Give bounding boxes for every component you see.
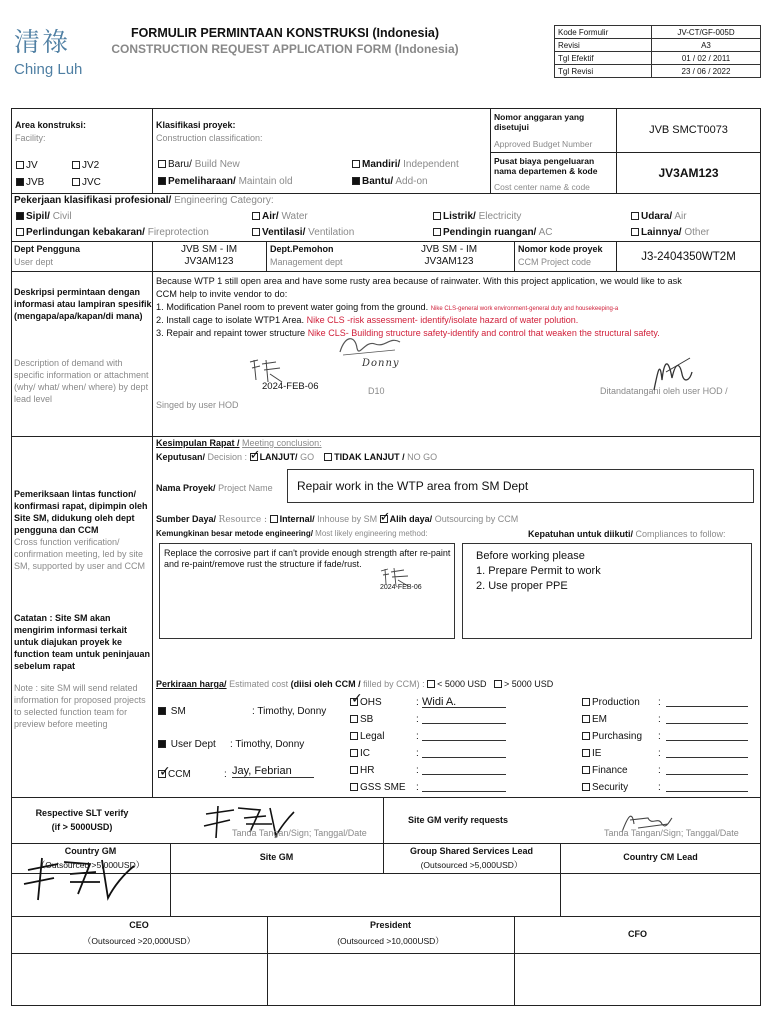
meta-value: 23 / 06 / 2022 bbox=[651, 65, 760, 78]
class-option-pemeliharaan[interactable]: Pemeliharaan/ Maintain old bbox=[158, 176, 293, 187]
checkbox[interactable] bbox=[582, 698, 590, 706]
function-hr: HR : bbox=[350, 762, 406, 779]
user-dept-label: Dept Pengguna bbox=[14, 244, 81, 254]
site-gm-verify-label: Site GM verify requests bbox=[407, 815, 509, 825]
classification-label: Klasifikasi proyek: bbox=[156, 120, 236, 130]
facility-option-jv2[interactable]: JV2 bbox=[72, 160, 99, 171]
checkbox[interactable] bbox=[350, 715, 358, 723]
mgmt-dept-value-2: JV3AM123 bbox=[424, 256, 474, 267]
description-d10: D10 bbox=[368, 386, 385, 396]
method-text: Replace the corrosive part if can't provide enough strength after re-paint and re-paint/remove rust the structure if fade/rust. bbox=[164, 548, 451, 569]
meeting-note-label-en: Note : site SM will send related information for proposed projects to selected function team for preview before meeting bbox=[14, 683, 146, 729]
class-option-baru[interactable]: Baru/ Build New bbox=[158, 159, 240, 170]
team-sm: SM bbox=[158, 706, 186, 717]
class-option-mandiri[interactable]: Mandiri/ Independent bbox=[352, 159, 459, 170]
user-dept-label-en: User dept bbox=[14, 257, 54, 267]
classification-label-en: Construction classification: bbox=[156, 133, 263, 143]
eng-option-sipil[interactable]: Sipil/ Civil bbox=[16, 211, 72, 222]
description-label: Deskripsi permintaan dengan informasi atau lampiran spesifik (mengapa/apa/kapan/di mana) bbox=[14, 287, 152, 321]
description-date: 2024-FEB-06 bbox=[262, 381, 319, 392]
checkbox[interactable] bbox=[350, 766, 358, 774]
description-intro-2: CCM help to invite vendor to do: bbox=[156, 289, 288, 299]
description-label-en: Description of demand with specific information or attachment (why/ what/ when/ where) by dept lead level bbox=[14, 358, 149, 404]
checkbox[interactable] bbox=[494, 680, 502, 688]
user-dept-value-1: JVB SM - IM bbox=[180, 244, 238, 255]
ceo-sub: （Outsourced >20,000USD） bbox=[82, 936, 196, 946]
eng-option-fire[interactable]: Perlindungan kebakaran/ Fireprotection bbox=[16, 227, 209, 238]
facility-option-jvb[interactable]: JVB bbox=[16, 177, 44, 188]
checkbox[interactable] bbox=[350, 732, 358, 740]
form-title-en: CONSTRUCTION REQUEST APPLICATION FORM (Indonesia) bbox=[111, 42, 459, 56]
facility-label: Area konstruksi: bbox=[15, 120, 87, 130]
checkbox-checked[interactable] bbox=[352, 177, 360, 185]
checkbox[interactable] bbox=[582, 766, 590, 774]
team-ccm-value: Jay, Febrian bbox=[232, 765, 314, 778]
description-item-1: 1. Modification Panel room to prevent water going from the ground. Nike CLS-general work environment-general duty and housekeeping-a bbox=[156, 302, 619, 312]
meta-label: Tgl Efektif bbox=[555, 52, 652, 65]
compliance-title: Before working please bbox=[476, 550, 585, 562]
eng-option-other[interactable]: Lainnya/ Other bbox=[631, 227, 709, 238]
signer-name: Donny bbox=[362, 358, 400, 369]
checkbox[interactable] bbox=[72, 161, 80, 169]
project-code-label: Nomor kode proyek bbox=[518, 244, 603, 254]
checkbox-checked[interactable] bbox=[158, 177, 166, 185]
checkbox[interactable] bbox=[158, 160, 166, 168]
facility-label-en: Facility: bbox=[15, 133, 46, 143]
function-gss: GSS SME : bbox=[350, 779, 406, 796]
method-label: Kemungkinan besar metode engineering/ Most likely engineering method: bbox=[156, 529, 428, 538]
checkbox[interactable] bbox=[270, 515, 278, 523]
company-logo bbox=[14, 22, 94, 92]
group-ss-sub: (Outsourced >5,000USD） bbox=[420, 860, 523, 870]
checkbox-checked[interactable]: ✓ bbox=[249, 447, 261, 462]
slt-verify-label: Respective SLT verify bbox=[35, 808, 129, 818]
function-security: Security : bbox=[582, 779, 642, 796]
function-finance: Finance : bbox=[582, 762, 642, 779]
cfo-label: CFO bbox=[628, 929, 647, 939]
function-ohs: ✓ OHS : Widi A. bbox=[350, 694, 406, 711]
project-name-label: Nama Proyek/ Project Name bbox=[156, 483, 273, 493]
compliance-label: Kepatuhan untuk diikuti/ Compliances to follow: bbox=[528, 529, 726, 539]
signed-by-user: Singed by user HOD bbox=[156, 400, 239, 410]
meta-value: A3 bbox=[651, 39, 760, 52]
facility-option-jv[interactable]: JV bbox=[16, 160, 38, 171]
checkbox[interactable] bbox=[582, 749, 590, 757]
team-user: User Dept bbox=[158, 739, 216, 750]
estimated-cost-row: Perkiraan harga/ Estimated cost (diisi oleh CCM / filled by CCM) : < 5000 USD > 5000 USD bbox=[156, 679, 554, 689]
function-ie: IE : bbox=[582, 745, 642, 762]
eng-option-ac[interactable]: Pendingin ruangan/ AC bbox=[433, 227, 552, 238]
checkbox[interactable] bbox=[324, 453, 332, 461]
meta-value: JV-CT/GF-005D bbox=[651, 26, 760, 39]
checkbox[interactable] bbox=[427, 680, 435, 688]
hod-signature bbox=[646, 350, 696, 395]
mgmt-dept-label: Dept.Pemohon bbox=[270, 244, 334, 254]
compliance-item-1: 1. Prepare Permit to work bbox=[476, 565, 601, 577]
checkbox[interactable] bbox=[433, 228, 441, 236]
resource-row: Sumber Daya/ Resource : Internal/ Inhouse by SM ✓ Alih daya/ Outsourcing by CCM bbox=[156, 509, 519, 525]
checkbox[interactable] bbox=[252, 212, 260, 220]
site-gm-sign-date: Tanda Tangan/Sign; Tanggal/Date bbox=[604, 828, 739, 838]
president-label: President bbox=[369, 920, 411, 930]
checkbox[interactable] bbox=[631, 212, 639, 220]
meeting-decision: Keputusan/ Decision : ✓ LANJUT/ GO TIDAK LANJUT / NO GO bbox=[156, 447, 438, 462]
project-code-label-en: CCM Project code bbox=[518, 257, 592, 267]
cost-center-value: JV3AM123 bbox=[658, 166, 719, 180]
function-purchasing: Purchasing : bbox=[582, 728, 642, 745]
team-user-value: : Timothy, Donny bbox=[230, 739, 305, 750]
checkbox[interactable] bbox=[582, 732, 590, 740]
checkbox-checked[interactable] bbox=[158, 740, 166, 748]
checkbox[interactable] bbox=[16, 228, 24, 236]
cost-center-label-en: Cost center name & code bbox=[494, 182, 590, 192]
slt-sign-date: Tanda Tangan/Sign; Tanggal/Date bbox=[232, 828, 367, 838]
checkbox[interactable] bbox=[350, 783, 358, 791]
checkbox[interactable] bbox=[433, 212, 441, 220]
budget-label: Nomor anggaran yang disetujui bbox=[494, 112, 585, 132]
description-item-2: 2. Install cage to isolate WTP1 Area. Nike CLS -risk assessment- identify/isolate hazard of water polution. bbox=[156, 315, 579, 325]
country-gm-signature bbox=[20, 852, 140, 906]
country-gm-sub: （Outsourced >5,000USD） bbox=[36, 860, 145, 870]
checkbox[interactable] bbox=[631, 228, 639, 236]
team-ccm-colon: : bbox=[224, 769, 227, 780]
function-em: EM : bbox=[582, 711, 642, 728]
eng-option-air[interactable]: Air/ Water bbox=[252, 211, 308, 222]
checkbox[interactable] bbox=[16, 161, 24, 169]
meta-label: Tgl Revisi bbox=[555, 65, 652, 78]
slt-verify-sub: (if > 5000USD) bbox=[51, 822, 113, 832]
eng-option-udara[interactable]: Udara/ Air bbox=[631, 211, 687, 222]
meeting-side-label: Pemeriksaan lintas function/ konfirmasi rapat, dipimpin oleh Site SM, didukung oleh dept pengguna dan CCM bbox=[14, 489, 148, 535]
facility-option-jvc[interactable]: JVC bbox=[72, 177, 101, 188]
meeting-conclusion: Kesimpulan Rapat / Meeting conclusion: bbox=[156, 438, 322, 448]
country-cm-label: Country CM Lead bbox=[623, 852, 698, 862]
eng-option-listrik[interactable]: Listrik/ Electricity bbox=[433, 211, 521, 222]
budget-number: JVB SMCT0073 bbox=[649, 124, 728, 136]
function-list-right bbox=[582, 694, 661, 796]
group-ss-label: Group Shared Services Lead bbox=[409, 846, 534, 856]
checkbox-checked[interactable] bbox=[16, 212, 24, 220]
form-title-id: FORMULIR PERMINTAAN KONSTRUKSI (Indonesia) bbox=[130, 26, 440, 40]
eng-option-vent[interactable]: Ventilasi/ Ventilation bbox=[252, 227, 354, 238]
checkbox[interactable] bbox=[350, 749, 358, 757]
logo-chinese: 清祿 bbox=[14, 28, 71, 58]
cost-center-label: Pusat biaya pengeluaran nama departemen & kode bbox=[494, 156, 598, 176]
project-name-value: Repair work in the WTP area from SM Dept bbox=[297, 479, 529, 493]
ceo-label: CEO bbox=[129, 920, 149, 930]
checkbox-checked[interactable]: ✓ bbox=[379, 509, 391, 524]
mgmt-dept-label-en: Management dept bbox=[270, 257, 343, 267]
meeting-note-label: Catatan : Site SM akan mengirim informasi terkait untuk diajukan proyek ke function team untuk peninjauan sebelum rapat bbox=[14, 613, 151, 671]
meta-value: 01 / 02 / 2011 bbox=[651, 52, 760, 65]
checkbox[interactable] bbox=[252, 228, 260, 236]
checkbox-checked[interactable] bbox=[158, 707, 166, 715]
meta-label: Revisi bbox=[555, 39, 652, 52]
mgmt-dept-value-1: JVB SM - IM bbox=[420, 244, 478, 255]
country-gm-label: Country GM bbox=[64, 846, 117, 856]
checkbox-checked[interactable]: ✓ bbox=[159, 763, 171, 779]
checkbox-checked[interactable]: ✓ bbox=[351, 690, 363, 706]
description-item-3: 3. Repair and repaint tower structure Nike CLS- Building structure safety-identify and control that weaken the structural safety. bbox=[156, 328, 660, 338]
function-production: Production : bbox=[582, 694, 642, 711]
function-legal: Legal : bbox=[350, 728, 406, 745]
checkbox[interactable] bbox=[582, 715, 590, 723]
checkbox-checked[interactable] bbox=[16, 178, 24, 186]
checkbox[interactable] bbox=[72, 178, 80, 186]
function-list-mid bbox=[350, 690, 457, 796]
logo-text: Ching Luh bbox=[14, 61, 83, 78]
engineering-category-label: Pekerjaan klasifikasi profesional/ Engineering Category: bbox=[14, 195, 274, 206]
method-date: 2024-FEB-06 bbox=[380, 584, 422, 591]
class-option-bantu[interactable]: Bantu/ Add-on bbox=[352, 176, 428, 187]
meeting-side-label-en: Cross function verification/ confirmation meeting, led by site SM, supported by user and CCM bbox=[14, 537, 146, 571]
president-sub: (Outsourced >10,000USD） bbox=[337, 936, 444, 946]
checkbox[interactable] bbox=[582, 783, 590, 791]
user-dept-value-2: JV3AM123 bbox=[184, 256, 234, 267]
function-ic: IC : bbox=[350, 745, 406, 762]
meta-label: Kode Formulir bbox=[555, 26, 652, 39]
function-sb: SB : bbox=[350, 711, 406, 728]
site-gm-label: Site GM bbox=[259, 852, 294, 862]
signed-by-hod: Ditandatangani oleh user HOD / bbox=[600, 386, 728, 396]
team-sm-value: : Timothy, Donny bbox=[252, 706, 327, 717]
team-ccm: ✓ CCM bbox=[159, 763, 191, 780]
budget-label-en: Approved Budget Number bbox=[494, 139, 593, 149]
compliance-item-2: 2. Use proper PPE bbox=[476, 580, 568, 592]
signature-donny bbox=[335, 330, 405, 360]
checkbox[interactable] bbox=[352, 160, 360, 168]
project-code-value: J3-2404350WT2M bbox=[641, 251, 736, 263]
description-intro-1: Because WTP 1 still open area and have some rusty area because of rainwater. With this project application, we would like to ask bbox=[156, 276, 682, 286]
form-meta-table bbox=[554, 25, 761, 78]
